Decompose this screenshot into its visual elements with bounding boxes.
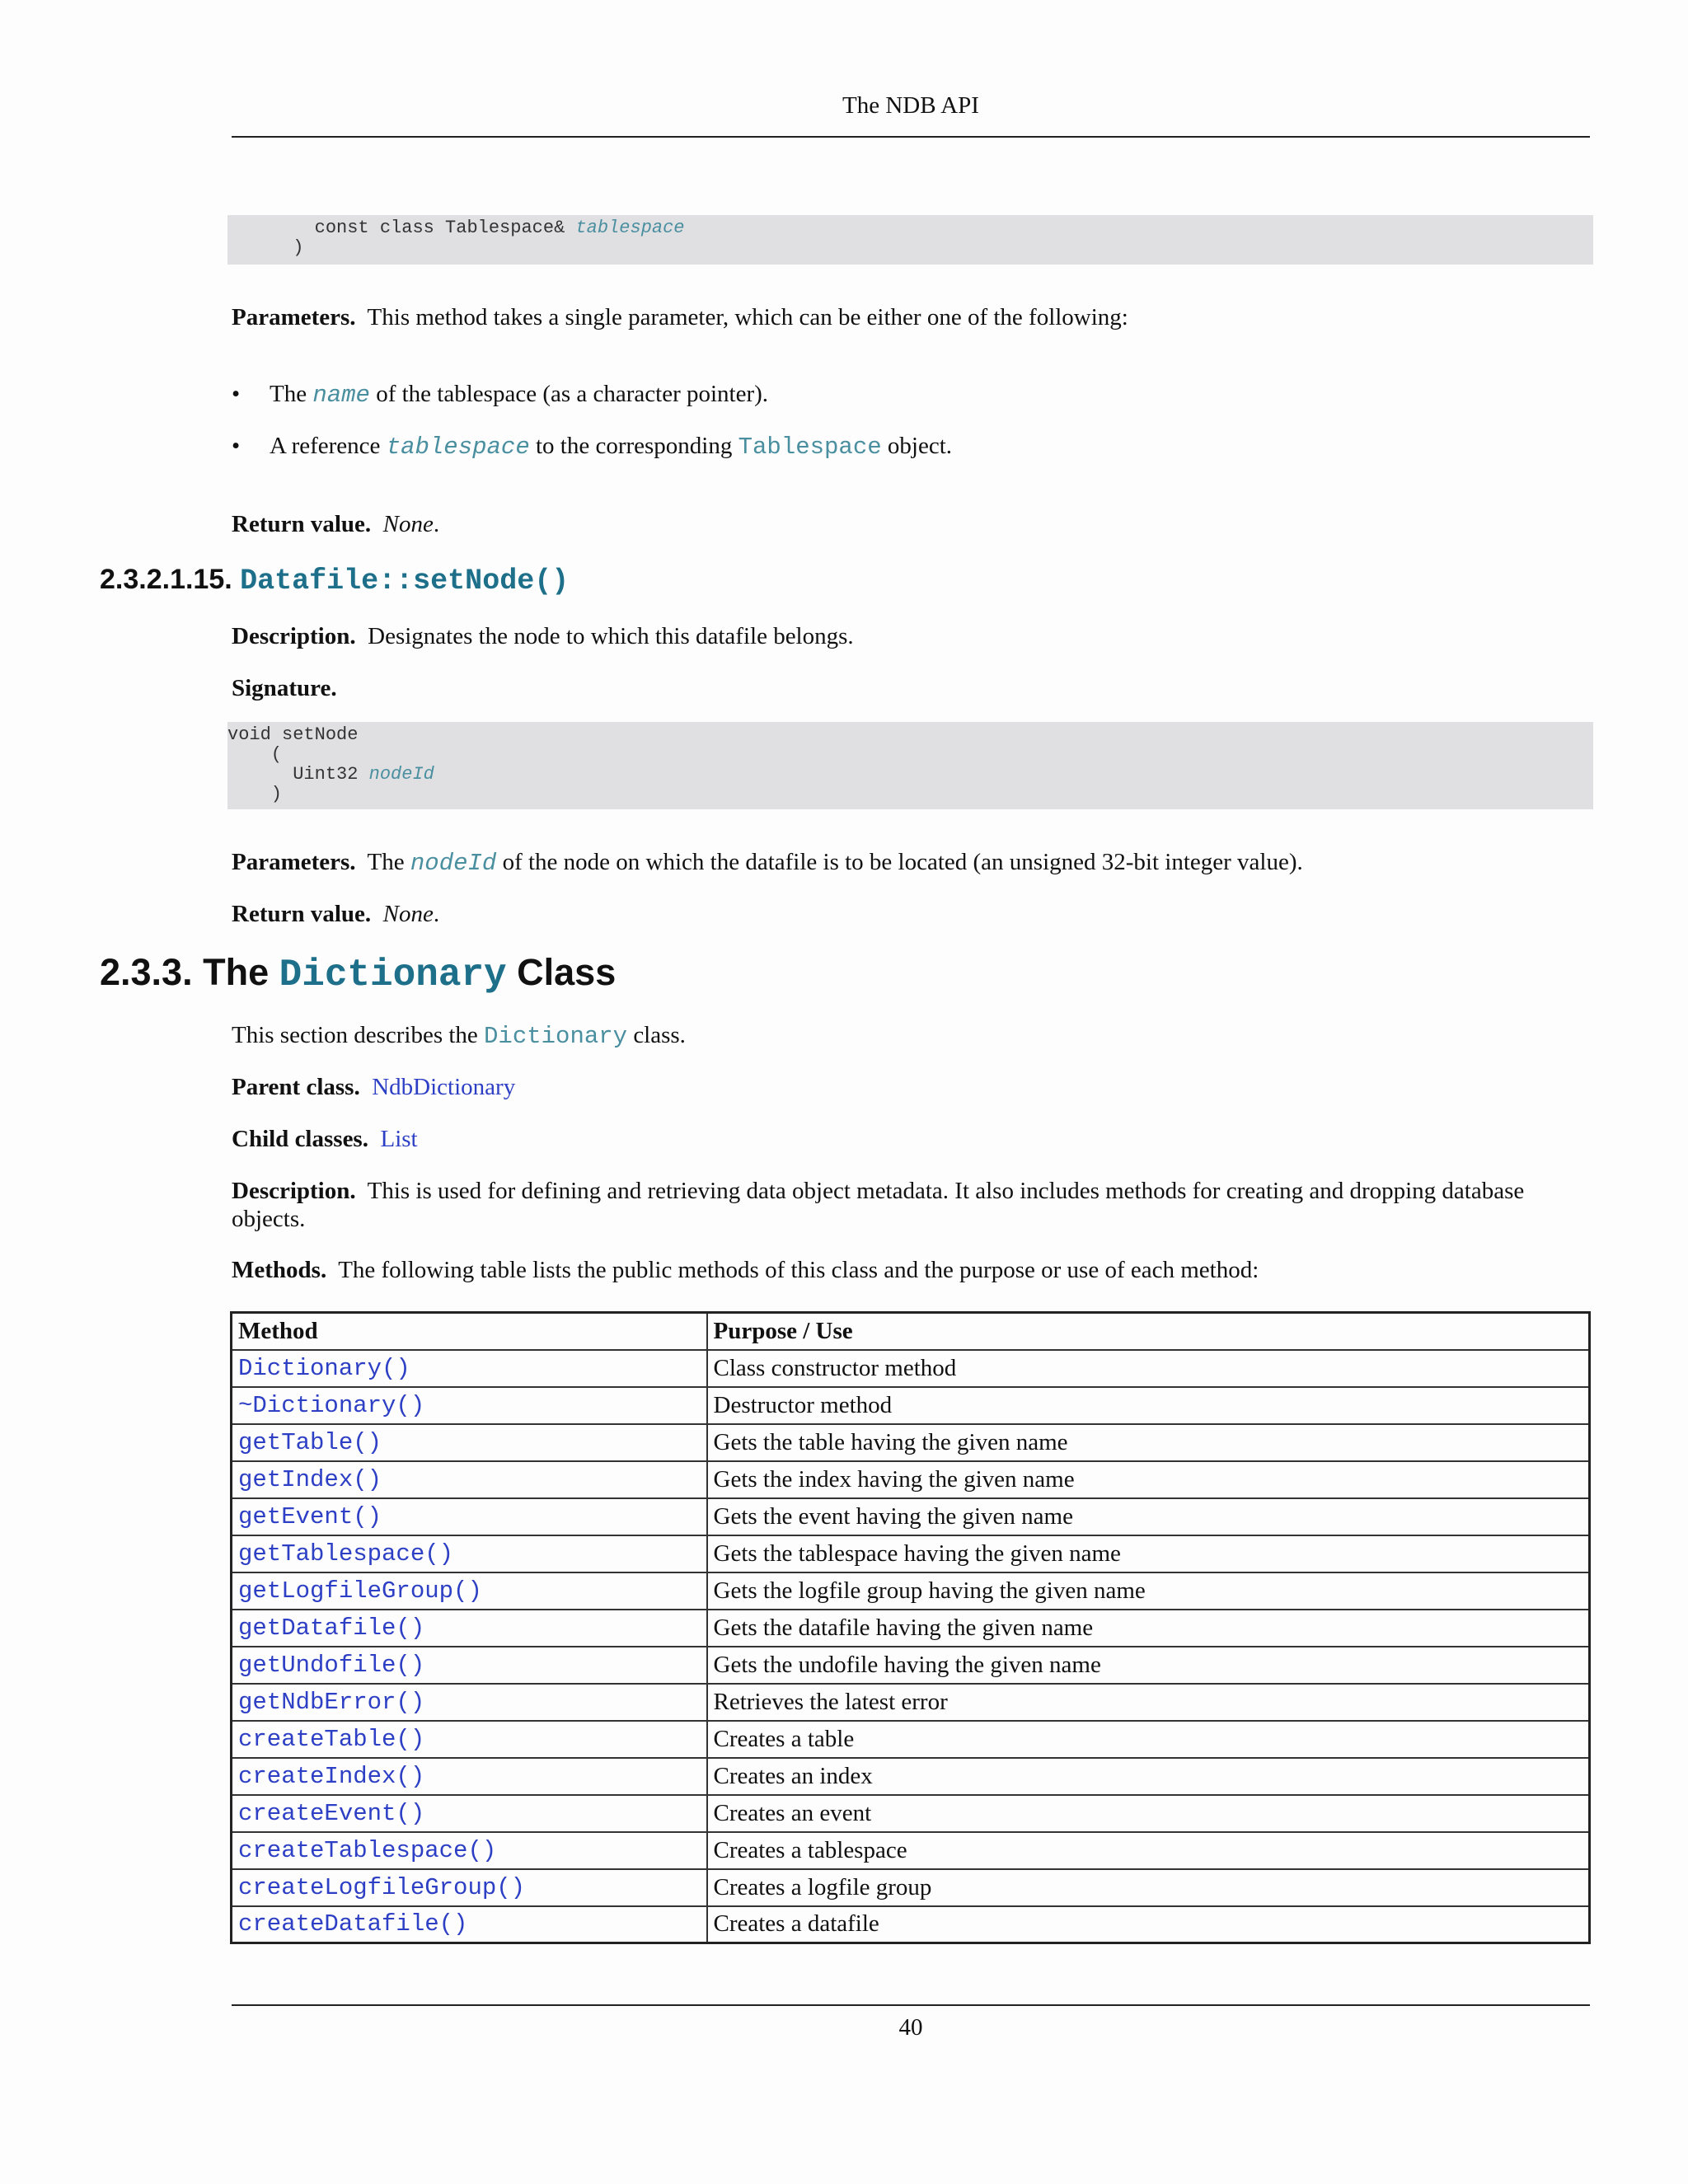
- table-row: [232, 1758, 1590, 1795]
- method-link[interactable]: getLogfileGroup(): [232, 1572, 707, 1610]
- method-link[interactable]: getTable(): [232, 1424, 707, 1461]
- section-number: 2.3.2.1.15.: [100, 564, 241, 595]
- signature-label: Signature.: [232, 675, 337, 701]
- code-block-signature-tail: [227, 215, 1593, 265]
- table-row: [232, 1498, 1590, 1535]
- method-purpose: Gets the table having the given name: [707, 1424, 1590, 1461]
- section-suffix: Class: [506, 951, 617, 993]
- return-value: None: [382, 511, 434, 537]
- setnode-return-paragraph: Return value. None.: [232, 901, 440, 927]
- intro-text-part: class.: [627, 1022, 686, 1048]
- dictionary-intro-paragraph: [232, 1021, 1592, 1051]
- description-label: Description.: [232, 1178, 356, 1204]
- code-line: (: [227, 744, 283, 765]
- footer-rule: [232, 2004, 1590, 2006]
- method-purpose: Creates a tablespace: [707, 1832, 1590, 1869]
- method-purpose: Gets the tablespace having the given name: [707, 1535, 1590, 1572]
- table-row: [232, 1832, 1590, 1869]
- table-row: [232, 1387, 1590, 1424]
- description-text: Designates the node to which this datafile belongs.: [368, 623, 854, 649]
- bullet-text-part: A reference: [270, 433, 387, 459]
- parameters-text-part: The: [367, 849, 410, 875]
- section-number: 2.3.3. The: [100, 951, 279, 993]
- method-purpose: Creates an event: [707, 1795, 1590, 1832]
- parameters-label: Parameters.: [232, 849, 356, 875]
- method-link[interactable]: ~Dictionary(): [232, 1387, 707, 1424]
- bullet-text: [270, 432, 952, 462]
- code-line: ): [227, 784, 283, 804]
- code-text: Uint32: [227, 764, 369, 785]
- method-link[interactable]: getTablespace(): [232, 1535, 707, 1572]
- table-row: [232, 1461, 1590, 1498]
- child-classes-link[interactable]: List: [380, 1126, 418, 1152]
- description-paragraph: [232, 622, 1592, 650]
- method-link[interactable]: createLogfileGroup(): [232, 1869, 707, 1906]
- code-reference: nodeId: [410, 850, 497, 877]
- parameters-text-part: of the node on which the datafile is to be located (an unsigned 32-bit integer value).: [496, 849, 1303, 875]
- methods-text: The following table lists the public methods of this class and the purpose or use of each method:: [338, 1257, 1259, 1283]
- description-label: Description.: [232, 623, 356, 649]
- code-param: nodeId: [368, 764, 434, 785]
- code-reference: name: [312, 382, 370, 409]
- child-classes-paragraph: [232, 1125, 1592, 1153]
- methods-label: Methods.: [232, 1257, 327, 1283]
- table-row: [232, 1721, 1590, 1758]
- method-link[interactable]: Dictionary(): [232, 1350, 707, 1387]
- intro-text-part: This section describes the: [232, 1022, 485, 1048]
- method-purpose: Creates an index: [707, 1758, 1590, 1795]
- table-row: [232, 1350, 1590, 1387]
- method-link[interactable]: getNdbError(): [232, 1684, 707, 1721]
- code-line: [227, 218, 1593, 238]
- description-text: This is used for defining and retrieving data object metadata. It also includes methods for creating and dropping database objects.: [232, 1178, 1525, 1232]
- method-purpose: Class constructor method: [707, 1350, 1590, 1387]
- method-link[interactable]: createTablespace(): [232, 1832, 707, 1869]
- return-value: None: [382, 901, 434, 927]
- table-row: [232, 1795, 1590, 1832]
- methods-table: [230, 1311, 1591, 1944]
- method-link[interactable]: createTable(): [232, 1721, 707, 1758]
- code-reference: Dictionary: [484, 1023, 628, 1050]
- table-row: [232, 1647, 1590, 1684]
- bullet-text-part: to the corresponding: [529, 433, 738, 459]
- code-block-setnode-signature: [227, 722, 1593, 809]
- method-purpose: Retrieves the latest error: [707, 1684, 1590, 1721]
- table-row: [232, 1684, 1590, 1721]
- code-line: [227, 765, 1593, 785]
- parent-class-paragraph: [232, 1073, 1592, 1101]
- code-text: ): [293, 237, 304, 258]
- method-link[interactable]: createDatafile(): [232, 1906, 707, 1943]
- method-purpose: Creates a datafile: [707, 1906, 1590, 1943]
- parent-class-label: Parent class.: [232, 1074, 360, 1100]
- parameters-paragraph: [232, 303, 1592, 331]
- page-number: 40: [898, 2014, 923, 2041]
- table-row: [232, 1572, 1590, 1610]
- tablespace-link[interactable]: Tablespace: [738, 434, 882, 461]
- bullet-dot: •: [232, 381, 241, 407]
- parameters-text: [368, 849, 1303, 875]
- method-link[interactable]: getIndex(): [232, 1461, 707, 1498]
- return-label: Return value.: [232, 901, 372, 927]
- child-classes-label: Child classes.: [232, 1126, 368, 1152]
- method-purpose: Gets the undofile having the given name: [707, 1647, 1590, 1684]
- code-text: const class Tablespace&: [314, 218, 576, 238]
- parent-class-link[interactable]: NdbDictionary: [372, 1074, 516, 1100]
- method-purpose: Gets the datafile having the given name: [707, 1610, 1590, 1647]
- setnode-parameters-paragraph: [232, 848, 1592, 878]
- code-line: void setNode: [227, 724, 359, 745]
- signature-paragraph: [232, 674, 1592, 702]
- return-label: Return value.: [232, 511, 372, 537]
- method-purpose: Creates a logfile group: [707, 1869, 1590, 1906]
- method-link[interactable]: getUndofile(): [232, 1647, 707, 1684]
- section-code-title: Datafile::setNode(): [240, 565, 570, 598]
- methods-paragraph: [232, 1256, 1592, 1284]
- bullet-dot: •: [232, 433, 241, 459]
- method-link[interactable]: getEvent(): [232, 1498, 707, 1535]
- methods-table-body: [232, 1350, 1590, 1943]
- table-row: [232, 1869, 1590, 1906]
- code-line: [227, 238, 1593, 258]
- header-rule: [232, 136, 1590, 138]
- bullet-text-part: The: [270, 381, 313, 407]
- parameters-label: Parameters.: [232, 304, 356, 330]
- method-link[interactable]: createIndex(): [232, 1758, 707, 1795]
- method-purpose: Gets the logfile group having the given name: [707, 1572, 1590, 1610]
- method-purpose: Destructor method: [707, 1387, 1590, 1424]
- code-reference: tablespace: [386, 434, 530, 461]
- method-link[interactable]: createEvent(): [232, 1795, 707, 1832]
- method-link[interactable]: getDatafile(): [232, 1610, 707, 1647]
- table-row: [232, 1906, 1590, 1943]
- table-header-row: [232, 1313, 1590, 1350]
- section-code-title: Dictionary: [279, 954, 507, 996]
- bullet-text-part: object.: [881, 433, 952, 459]
- column-header-method: Method: [232, 1313, 707, 1350]
- section-heading-dictionary: [100, 951, 616, 996]
- bullet-text: [270, 380, 768, 410]
- method-purpose: Creates a table: [707, 1721, 1590, 1758]
- return-value-paragraph: Return value. None.: [232, 511, 440, 537]
- column-header-purpose: Purpose / Use: [707, 1313, 1590, 1350]
- code-param: tablespace: [575, 218, 685, 238]
- table-row: [232, 1610, 1590, 1647]
- method-purpose: Gets the event having the given name: [707, 1498, 1590, 1535]
- table-row: [232, 1424, 1590, 1461]
- parameters-text: This method takes a single parameter, which can be either one of the following:: [367, 304, 1128, 330]
- table-row: [232, 1535, 1590, 1572]
- section-heading-setnode: [100, 564, 569, 598]
- dictionary-description-paragraph: [232, 1177, 1592, 1233]
- method-purpose: Gets the index having the given name: [707, 1461, 1590, 1498]
- bullet-text-part: of the tablespace (as a character pointer).: [369, 381, 769, 407]
- running-header: The NDB API: [842, 92, 979, 119]
